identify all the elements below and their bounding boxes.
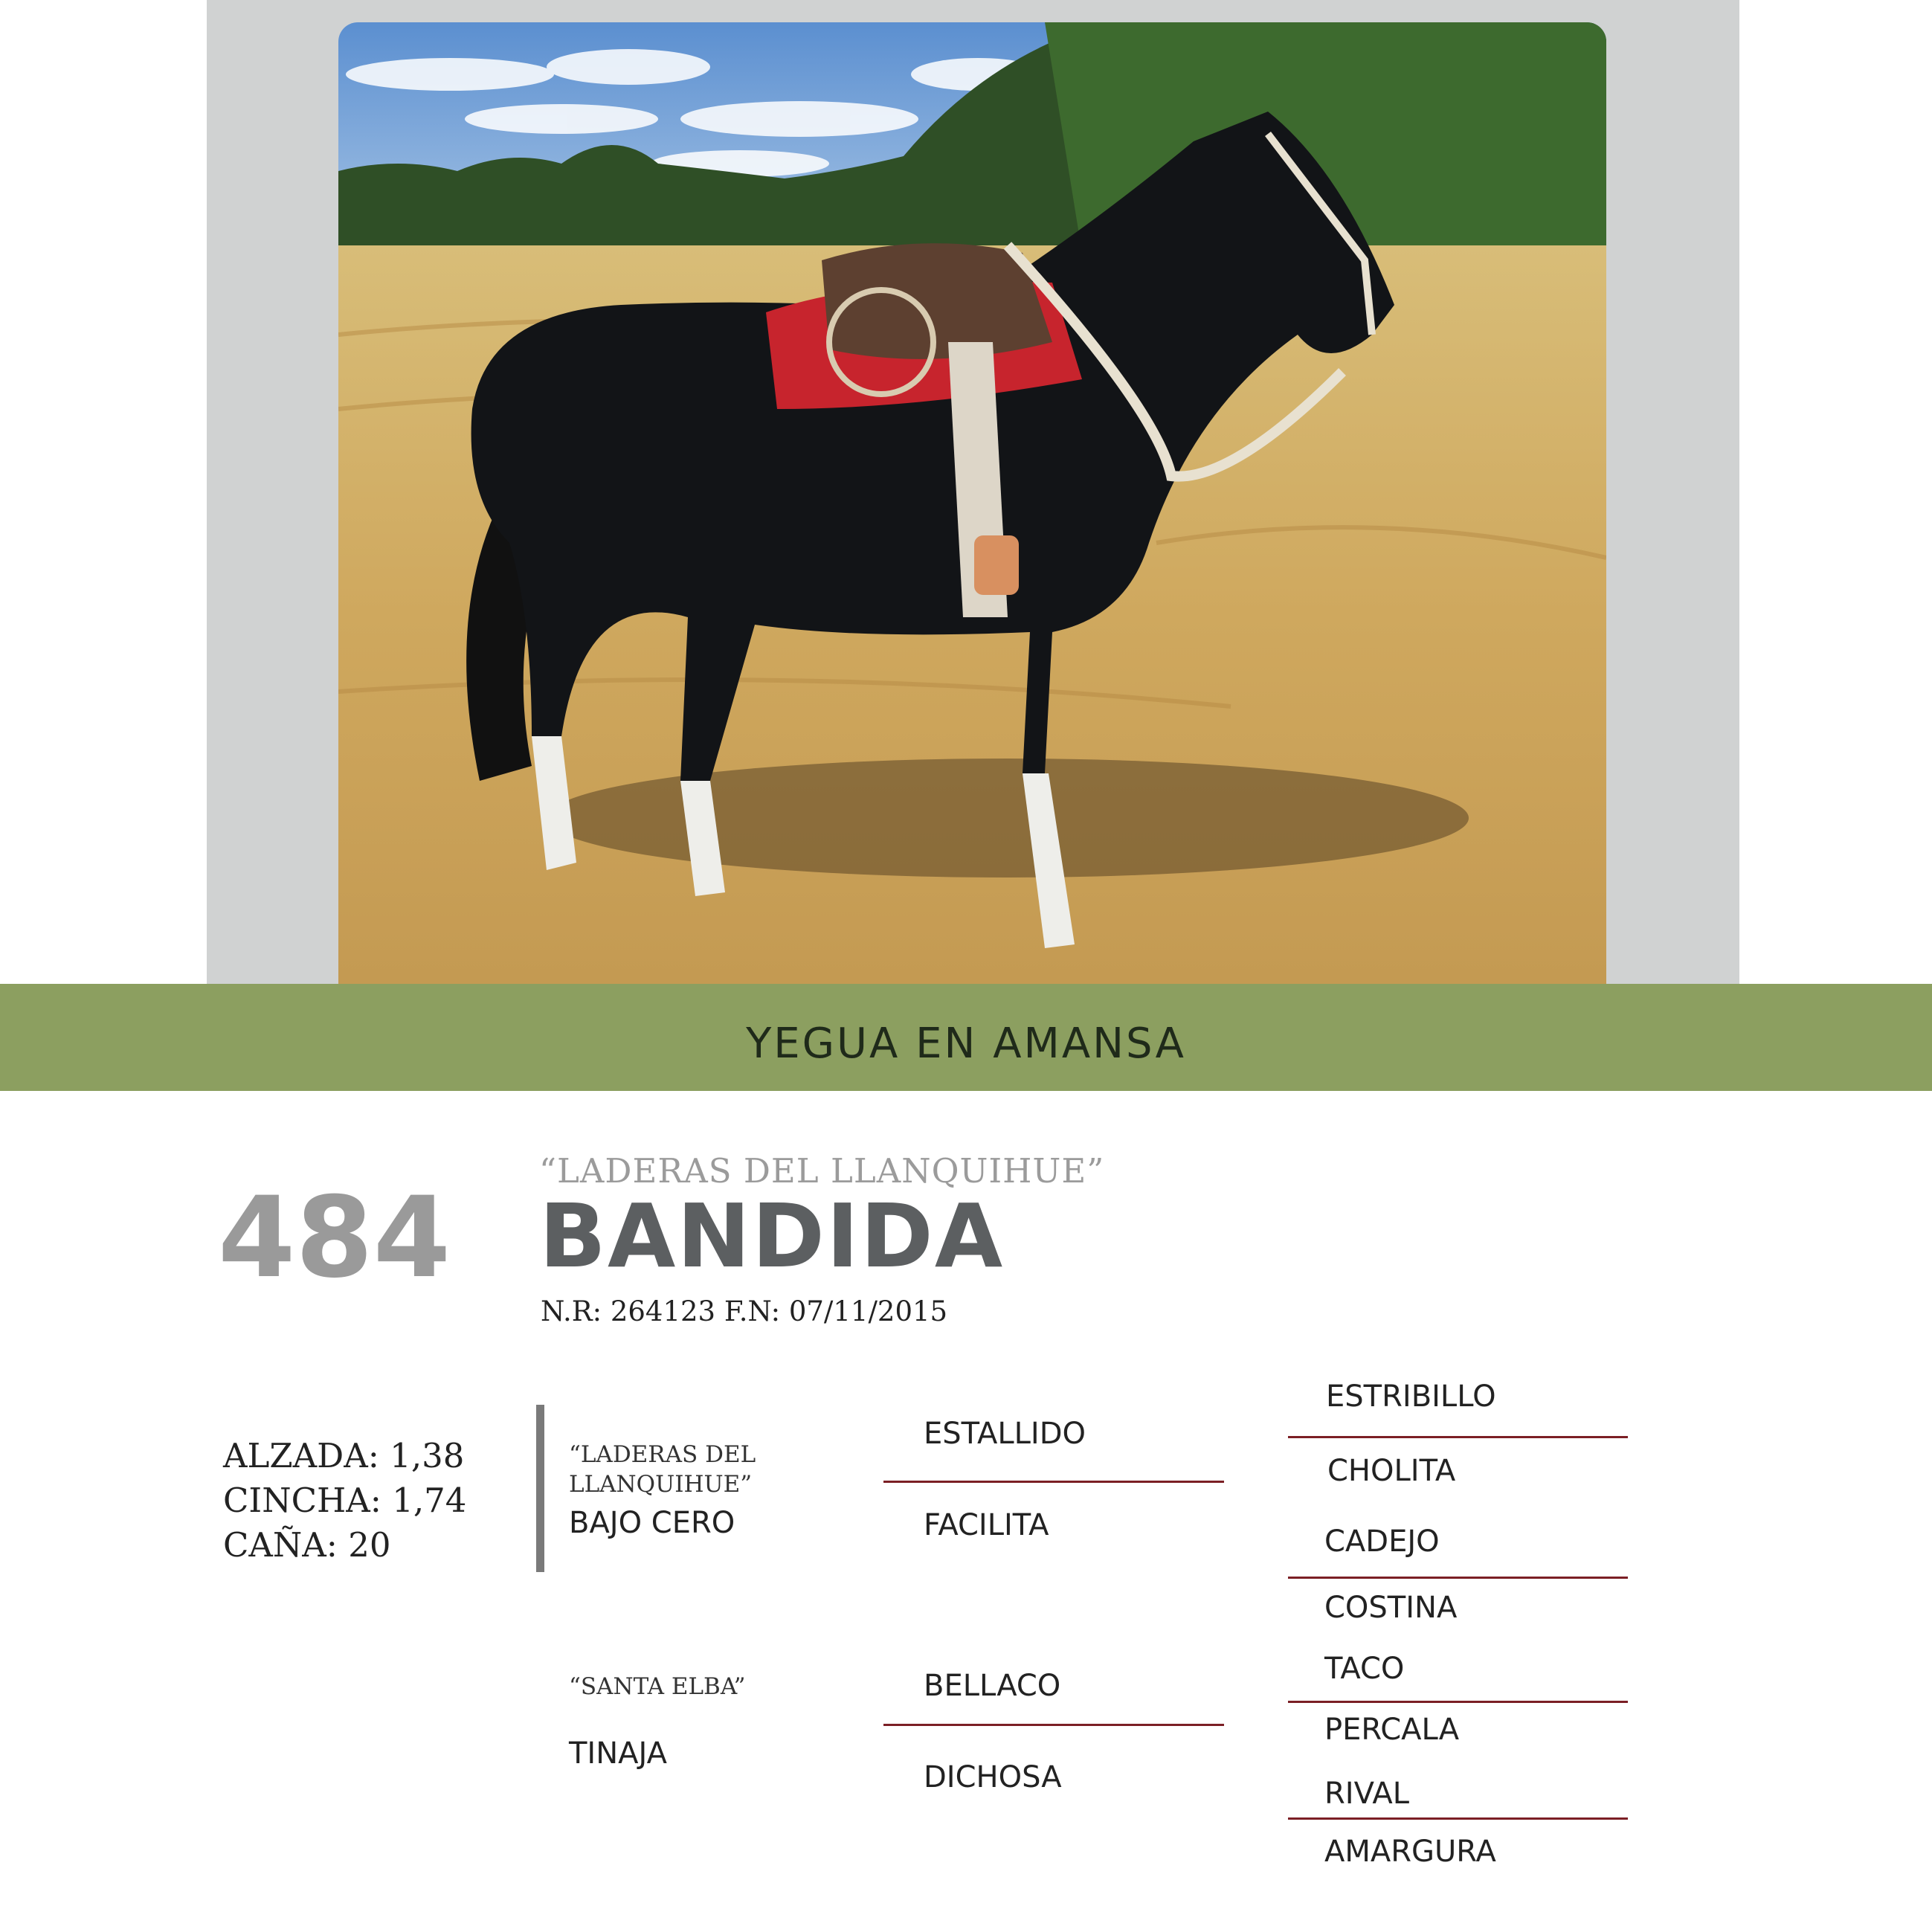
category-banner bbox=[0, 984, 1932, 1091]
dam-farm: “SANTA ELBA” bbox=[569, 1673, 746, 1700]
great-grandparent: COSTINA bbox=[1324, 1591, 1458, 1625]
measure-cana: CAÑA: 20 bbox=[223, 1525, 391, 1565]
great-grandparent: RIVAL bbox=[1324, 1777, 1410, 1811]
measurements bbox=[223, 1434, 466, 1568]
pedigree-line bbox=[883, 1481, 1224, 1483]
pedigree-line bbox=[1288, 1817, 1628, 1820]
sire-dam-name: FACILITA bbox=[924, 1508, 1049, 1542]
horse-name: BANDIDA bbox=[539, 1185, 1005, 1287]
sire-farm-line2: LLANQUIHUE” bbox=[569, 1471, 753, 1498]
horse-photo bbox=[338, 22, 1606, 984]
registry-info: N.R: 264123 F.N: 07/11/2015 bbox=[541, 1295, 948, 1327]
category-label: YEGUA EN AMANSA bbox=[746, 1019, 1186, 1068]
pedigree-line bbox=[1288, 1701, 1628, 1703]
sire-farm bbox=[569, 1440, 756, 1499]
measure-alzada: ALZADA: 1,38 bbox=[223, 1436, 465, 1475]
pedigree-divider bbox=[536, 1405, 544, 1572]
measure-cincha: CINCHA: 1,74 bbox=[223, 1481, 467, 1520]
pedigree-line bbox=[1288, 1436, 1628, 1438]
horse-origin: “LADERAS DEL LLANQUIHUE” bbox=[539, 1151, 1105, 1191]
great-grandparent: AMARGURA bbox=[1324, 1835, 1496, 1869]
pedigree-line bbox=[1288, 1577, 1628, 1579]
great-grandparent: CHOLITA bbox=[1327, 1454, 1456, 1488]
dam-sire-name: BELLACO bbox=[924, 1669, 1061, 1703]
horse-illustration bbox=[338, 22, 1606, 984]
dam-name: TINAJA bbox=[569, 1736, 667, 1771]
sire-farm-line1: “LADERAS DEL bbox=[569, 1441, 756, 1468]
great-grandparent: CADEJO bbox=[1324, 1524, 1440, 1559]
sire-name: BAJO CERO bbox=[569, 1506, 735, 1540]
pedigree-line bbox=[883, 1724, 1224, 1726]
great-grandparent: PERCALA bbox=[1324, 1713, 1460, 1747]
lot-number: 484 bbox=[218, 1173, 451, 1303]
great-grandparent: TACO bbox=[1324, 1652, 1405, 1686]
great-grandparent: ESTRIBILLO bbox=[1326, 1379, 1496, 1414]
dam-dam-name: DICHOSA bbox=[924, 1760, 1062, 1794]
sire-sire-name: ESTALLIDO bbox=[924, 1417, 1086, 1451]
